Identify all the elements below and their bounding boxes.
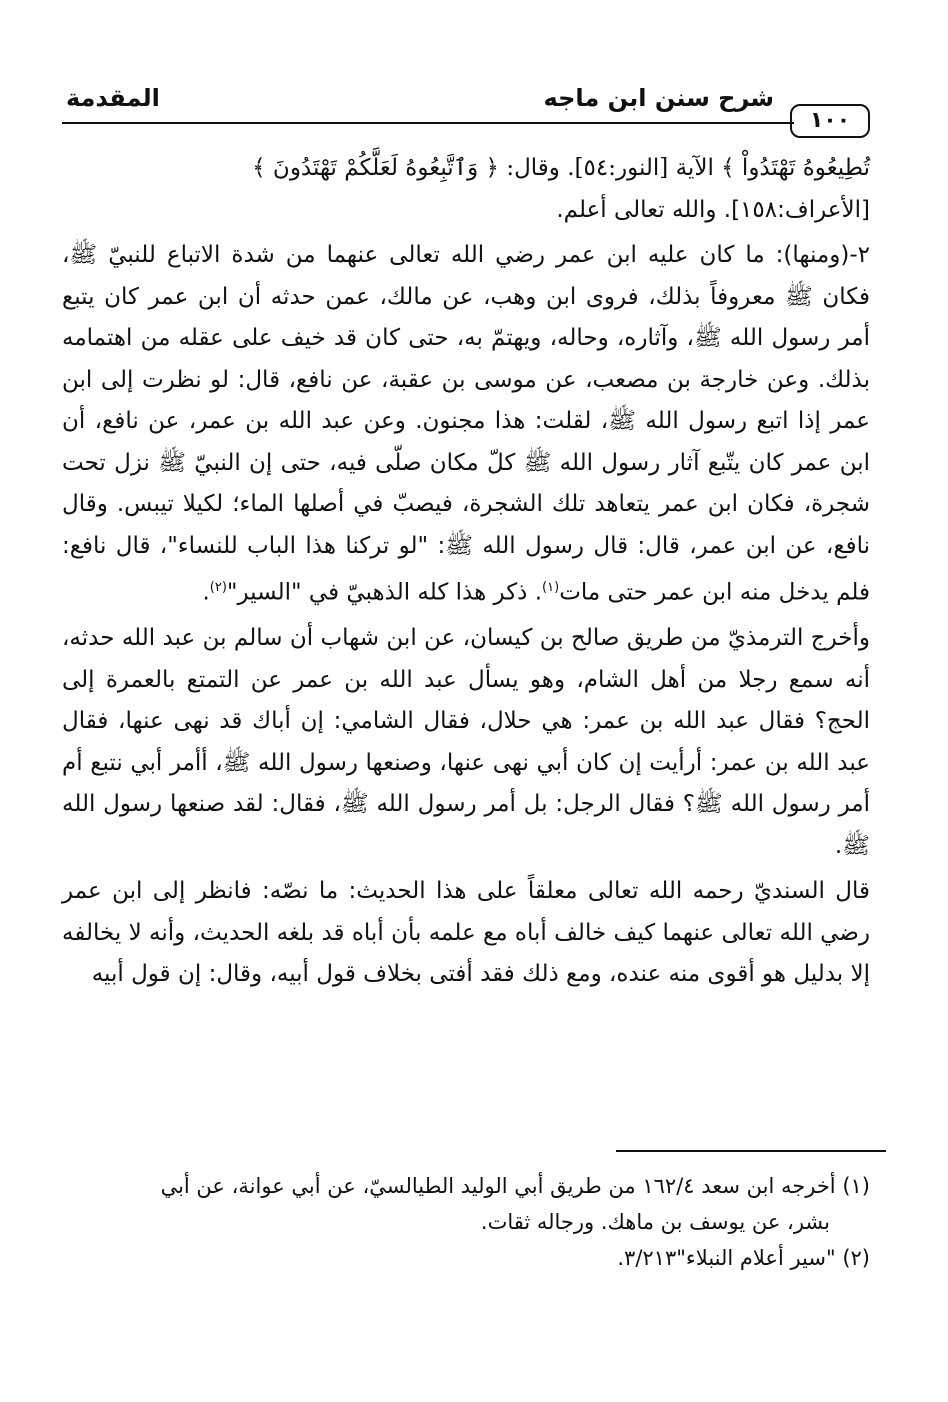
paragraph-2-end: . xyxy=(202,579,210,606)
paragraph-2-text: ٢-(ومنها): ما كان عليه ابن عمر رضي الله تعالى عنهما من شدة الاتباع للنبيّ ﷺ، فكان ﷺ معروفاً بذلك، فروى ابن وهب، عن مالك، عمن حدثه أن ابن عمر كان يتبع أمر رسول الله ﷺ، وآثاره، وحاله، ويهتمّ به، حتى كان قد خيف على عقله من اهتمامه بذلك. وعن خارجة بن مصعب، عن موسى بن عقبة، عن نافع، قال: لو نظرت إلى ابن عمر إذا اتبع رسول الله ﷺ، لقلت: هذا مجنون. وعن عبد الله بن عمر، عن نافع، أن ابن عمر كان يتّبع آثار رسول الله ﷺ كلّ مكان صلّى فيه، حتى إن النبيّ ﷺ نزل تحت شجرة، فكان ابن عمر يتعاهد تلك الشجرة، فيصبّ في أصلها الماء؛ لكيلا تيبس. وقال نافع، عن ابن عمر، قال: قال رسول الله ﷺ: "لو تركنا هذا الباب للنساء"، قال نافع: فلم يدخل منه ابن عمر حتى مات xyxy=(62,242,870,606)
footnote-ref-2[interactable]: (٢) xyxy=(209,580,227,595)
main-text xyxy=(62,148,870,996)
page-header xyxy=(62,82,870,142)
footnote-2: (٢) "سير أعلام النبلاء"٣/٢١٣. xyxy=(617,1246,870,1270)
paragraph-1-line-2: [الأعراف:١٥٨]. والله تعالى أعلم. xyxy=(556,196,870,223)
header-rule xyxy=(62,122,794,124)
footnotes-divider xyxy=(616,1150,886,1152)
footnote-ref-1[interactable]: (١) xyxy=(542,580,560,595)
paragraph-2 xyxy=(62,235,870,614)
page-number: ١٠٠ xyxy=(790,104,870,138)
paragraph-3: وأخرج الترمذيّ من طريق صالح بن كيسان، عن ابن شهاب أن سالم بن عبد الله حدثه، أنه سمع رجلا من أهل الشام، وهو يسأل عبد الله بن عمر عن التمتع بالعمرة إلى الحج؟ فقال عبد الله بن عمر: هي حلال، فقال الشامي: إن أباك قد نهى عنها، فقال عبد الله بن عمر: أرأيت إن كان أبي نهى عنها، وصنعها رسول الله ﷺ، أأمر أبي نتبع أم أمر رسول الله ﷺ؟ فقال الرجل: بل أمر رسول الله ﷺ، فقال: لقد صنعها رسول الله ﷺ. xyxy=(62,625,870,859)
paragraph-4: قال السنديّ رحمه الله تعالى معلقاً على هذا الحديث: ما نصّه: فانظر إلى ابن عمر رضي الله تعالى عنهما كيف خالف أباه مع علمه بأن أباه قد بلغه الحديث، وأنه لا يخالفه إلا بدليل هو أقوى منه عنده، ومع ذلك فقد أفتى بخلاف قول أبيه، وقال: إن قول أبيه xyxy=(62,878,870,988)
footnotes xyxy=(62,1168,870,1276)
section-title: المقدمة xyxy=(66,84,160,112)
paragraph-2-tail: . ذكر هذا كله الذهبيّ في "السير" xyxy=(226,579,543,606)
book-title: شرح سنن ابن ماجه xyxy=(543,84,774,112)
paragraph-1-line-1: تُطِيعُوهُ تَهْتَدُواْ ﴾ الآية [النور:٥٤]. وقال: ﴿ وَٱتَّبِعُوهُ لَعَلَّكُمْ تَهْتَدُونَ ﴾ xyxy=(252,155,870,181)
footnote-1-line-1: (١) أخرجه ابن سعد ١٦٢/٤ من طريق أبي الوليد الطيالسيّ، عن أبي عوانة، عن أبي xyxy=(160,1174,870,1198)
footnote-1-line-2: بشر، عن يوسف بن ماهك. ورجاله ثقات. xyxy=(480,1210,830,1234)
